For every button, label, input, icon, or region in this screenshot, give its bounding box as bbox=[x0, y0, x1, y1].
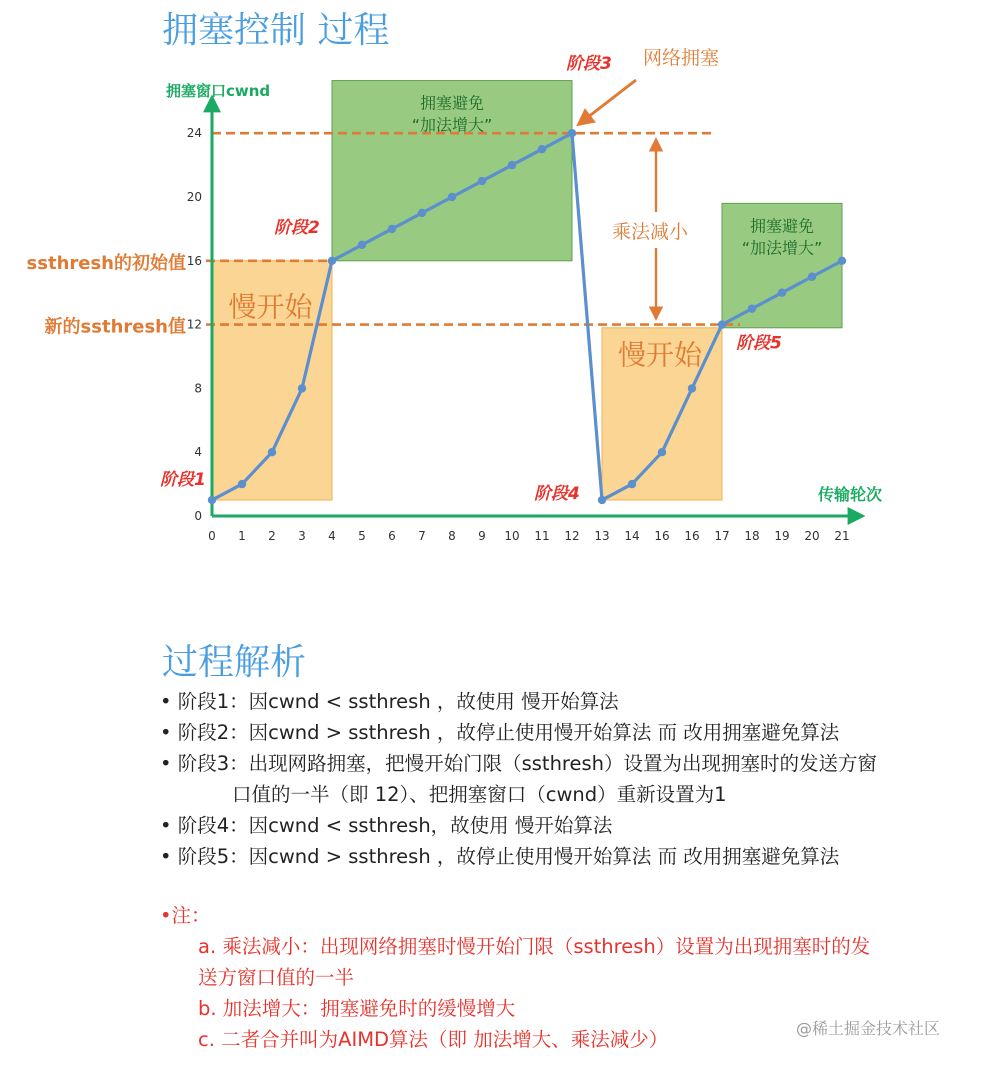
analysis-item: • 阶段1：因cwnd < ssthresh ，故使用 慢开始算法 bbox=[160, 690, 619, 713]
mult-decrease-label: 乘法减小 bbox=[612, 221, 689, 243]
data-point bbox=[568, 129, 576, 137]
data-point bbox=[268, 448, 276, 456]
x-tick-label: 16 bbox=[684, 529, 700, 543]
y-tick-label: 0 bbox=[194, 509, 202, 523]
data-point bbox=[208, 496, 216, 504]
data-point bbox=[598, 496, 606, 504]
x-tick-label: 11 bbox=[534, 529, 550, 543]
stage-label: 阶段1 bbox=[160, 470, 206, 491]
x-tick-label: 1 bbox=[238, 529, 246, 543]
region-label: 慢开始 bbox=[618, 338, 703, 372]
data-point bbox=[448, 193, 456, 201]
data-point bbox=[418, 209, 426, 217]
data-point bbox=[328, 257, 336, 265]
y-tick-label: 8 bbox=[194, 381, 202, 396]
data-point bbox=[358, 241, 366, 249]
y-tick-label: 20 bbox=[186, 190, 202, 204]
x-tick-label: 17 bbox=[714, 529, 730, 543]
analysis-item: • 阶段3：出现网路拥塞，把慢开始门限（ssthresh）设置为出现拥塞时的发送方窗 bbox=[160, 752, 878, 775]
x-tick-label: 21 bbox=[834, 529, 850, 543]
threshold-label: 新的ssthresh值 bbox=[44, 316, 186, 338]
data-point bbox=[238, 480, 246, 488]
data-point bbox=[508, 161, 516, 169]
data-point bbox=[778, 289, 786, 297]
y-tick-label: 16 bbox=[186, 253, 202, 268]
data-point bbox=[478, 177, 486, 185]
analysis-list bbox=[160, 686, 970, 872]
stage-label: 阶段5 bbox=[736, 333, 782, 354]
note-item: b. 加法增大：拥塞避免时的缓慢增大 bbox=[198, 997, 516, 1020]
y-tick-label: 12 bbox=[186, 317, 202, 332]
congestion-arrow bbox=[579, 80, 636, 124]
x-tick-label: 7 bbox=[418, 529, 426, 543]
x-tick-label: 12 bbox=[564, 529, 580, 543]
x-tick-label: 19 bbox=[774, 529, 790, 543]
stage-label: 阶段2 bbox=[274, 217, 320, 238]
x-tick-label: 2 bbox=[268, 529, 276, 543]
data-point bbox=[388, 225, 396, 233]
note-item: 送方窗口值的一半 bbox=[198, 966, 355, 989]
watermark: @稀土掘金技术社区 bbox=[796, 1019, 941, 1038]
note-item: a. 乘法减小：出现网络拥塞时慢开始门限（ssthresh）设置为出现拥塞时的发 bbox=[198, 935, 871, 958]
data-point bbox=[718, 320, 726, 328]
x-tick-label: 3 bbox=[298, 529, 306, 543]
data-point bbox=[298, 384, 306, 392]
congestion-label: 网络拥塞 bbox=[643, 47, 720, 69]
analysis-title: 过程解析 bbox=[162, 642, 307, 683]
y-axis-label: 拥塞窗口cwnd bbox=[166, 82, 271, 100]
x-tick-label: 18 bbox=[744, 529, 760, 543]
data-point bbox=[658, 448, 666, 456]
analysis-item: • 阶段4：因cwnd < ssthresh，故使用 慢开始算法 bbox=[160, 814, 613, 837]
data-point bbox=[838, 257, 846, 265]
page-title: 拥塞控制 过程 bbox=[162, 10, 390, 51]
note-item: c. 二者合并叫为AIMD算法（即 加法增大、乘法减少） bbox=[198, 1028, 669, 1051]
region-label: 拥塞避免 bbox=[749, 216, 815, 236]
region-label: 拥塞避免 bbox=[419, 93, 485, 113]
region-label: 慢开始 bbox=[228, 290, 313, 324]
stage-label: 阶段3 bbox=[566, 54, 612, 75]
y-tick-label: 24 bbox=[186, 126, 202, 141]
notes-title: •注： bbox=[160, 904, 211, 927]
x-tick-label: 5 bbox=[358, 529, 366, 543]
x-tick-label: 16 bbox=[654, 529, 670, 543]
analysis-item: • 阶段2：因cwnd > ssthresh ，故停止使用慢开始算法 而 改用拥塞避免算法 bbox=[160, 721, 840, 744]
y-tick-label: 4 bbox=[194, 445, 202, 460]
data-point bbox=[748, 304, 756, 312]
x-tick-label: 4 bbox=[328, 529, 336, 543]
x-tick-label: 6 bbox=[388, 529, 396, 543]
region-label: “加法增大” bbox=[411, 115, 493, 135]
x-axis-label: 传输轮次 bbox=[818, 485, 883, 504]
analysis-item-continued: 口值的一半（即 12）、把拥塞窗口（cwnd）重新设置为1 bbox=[232, 783, 727, 806]
threshold-label: ssthresh的初始值 bbox=[26, 252, 186, 274]
x-tick-label: 20 bbox=[804, 529, 820, 543]
analysis-item: • 阶段5：因cwnd > ssthresh ，故停止使用慢开始算法 而 改用拥塞避免算法 bbox=[160, 845, 840, 868]
data-point bbox=[538, 145, 546, 153]
data-point bbox=[688, 384, 696, 392]
x-tick-label: 13 bbox=[594, 529, 610, 543]
x-tick-label: 0 bbox=[208, 529, 216, 543]
x-tick-label: 8 bbox=[448, 529, 456, 543]
data-point bbox=[808, 273, 816, 281]
x-tick-label: 14 bbox=[624, 529, 640, 543]
stage-label: 阶段4 bbox=[534, 484, 580, 505]
x-tick-label: 9 bbox=[478, 529, 486, 543]
region-label: “加法增大” bbox=[741, 238, 823, 258]
x-tick-label: 10 bbox=[504, 529, 520, 543]
data-point bbox=[628, 480, 636, 488]
